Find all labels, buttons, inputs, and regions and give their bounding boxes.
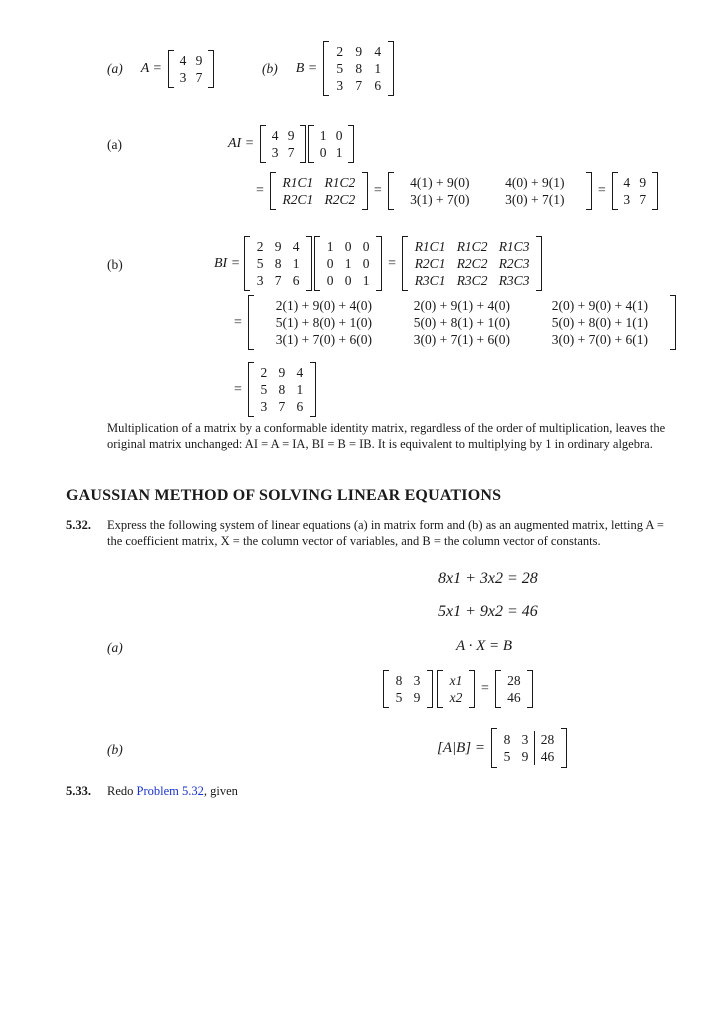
matrix-A [168,50,214,88]
matrix-A [260,125,306,163]
AI-product [228,125,354,163]
problem-533-suffix: , given [203,784,238,798]
matrix-cell: 9 [278,365,286,380]
matrix-cell: 5 [256,256,264,271]
problem-532-link[interactable]: Problem 5.32 [136,784,204,798]
matrix-cell: 4 [296,365,304,380]
part-a-label-2: (a) [107,640,123,655]
identity-3 [314,236,382,291]
problem-533-prefix: Redo [107,784,137,798]
matrix-cell: 28 [507,673,521,688]
matrix-cell: 3 [179,70,187,85]
matrix-cell: 0 [344,239,352,254]
matrix-cell: 3(0) + 7(0) + 6(1) [551,332,648,347]
matrix-cell: 4 [374,44,382,59]
matrix-cell: 7 [278,399,286,414]
equation-1: 8x1 + 3x2 = 28 [438,570,538,587]
matrix-cell: 1 [326,239,334,254]
matrix-cell: 8 [278,382,286,397]
matrix-cell: 9 [274,239,282,254]
matrix-cell: R3C3 [498,273,530,288]
matrix-cell: 7 [287,145,295,160]
matrix-cell: x1 [449,673,463,688]
matrix-cell: 1 [362,273,370,288]
matrix-cell: 4(0) + 9(1) [505,175,565,190]
augmented-matrix [491,728,567,768]
matrix-cell: 1 [319,128,327,143]
matrix-cell: 9 [195,53,203,68]
matrix-cell: 2(0) + 9(0) + 4(1) [551,298,648,313]
variable-vector [437,670,475,708]
matrix-cell: 7 [195,70,203,85]
solution-a-label: (a) [107,137,122,152]
matrix-cell: 0 [362,239,370,254]
matrix-cell: 1 [374,61,382,76]
BI-expansion [228,295,676,350]
BI-product [214,236,542,291]
part-a-label: (a) [107,61,123,76]
matrix-equation [383,670,533,708]
rc-matrix-2 [270,172,368,210]
matrix-cell: 4 [179,53,187,68]
matrix-cell: 1 [296,382,304,397]
conclusion-paragraph: Multiplication of a matrix by a conformable identity matrix, regardless of the order of multiplication, leaves the original matrix unchanged: AI = A = IA, BI = B = IB. It is equivalent to multiplying by 1 in ordinary algebra. [107,421,666,451]
matrix-cell: 3 [413,673,421,688]
matrix-cell: 3 [336,78,344,93]
matrix-cell: 46 [507,690,521,705]
matrix-form-equation: A · X = B [456,638,513,654]
matrix-cell: 4 [292,239,300,254]
matrix-B [244,236,312,291]
problem-533-number: 5.33. [66,784,91,798]
matrix-cell: 2(0) + 9(1) + 4(0) [413,298,510,313]
matrix-cell: R2C1 [282,192,314,207]
matrix-cell: 0 [335,128,343,143]
augmented-equation [437,728,567,768]
matrix-cell: 5 [503,749,511,764]
matrix-cell: 1 [292,256,300,271]
matrix-cell: 8 [274,256,282,271]
matrix-cell: 4 [623,175,631,190]
problem-532-text: Express the following system of linear equations (a) in matrix form and (b) as an augmented matrix, letting A = the coefficient matrix, X = the column vector of variables, and B = the column vector of constants. [107,518,664,548]
equals-sign: = [234,381,242,397]
matrix-cell: 5 [395,690,403,705]
BI-result [228,362,316,417]
constant-vector [495,670,533,708]
matrix-cell: 28 [534,731,560,748]
augmented-label: [A|B] = [437,739,485,756]
matrix-cell: 9 [287,128,295,143]
matrix-cell: 5(0) + 8(1) + 1(0) [413,315,510,330]
equation-2: 5x1 + 9x2 = 46 [438,603,538,620]
part-b-label: (b) [262,60,278,76]
matrix-cell: 2 [336,44,344,59]
matrix-cell: 1 [344,256,352,271]
matrix-cell: 3(1) + 7(0) [410,192,470,207]
matrix-cell: 8 [395,673,403,688]
matrix-cell: 5(0) + 8(0) + 1(1) [551,315,648,330]
matrix-cell: 6 [296,399,304,414]
matrix-cell: x2 [449,690,463,705]
given-matrix-A [107,50,214,88]
matrix-cell: R2C2 [456,256,488,271]
matrix-cell: 4 [271,128,279,143]
matrix-cell: 7 [639,192,647,207]
matrix-cell: 2(1) + 9(0) + 4(0) [275,298,372,313]
equals-sign: = [373,183,382,198]
matrix-cell: 6 [374,78,382,93]
matrix-cell: R3C1 [414,273,446,288]
matrix-cell: R1C2 [324,175,356,190]
matrix-A-label: A = [140,61,162,76]
matrix-cell: R1C1 [414,239,446,254]
section-heading: GAUSSIAN METHOD OF SOLVING LINEAR EQUATIONS [66,487,502,504]
matrix-cell: 3(1) + 7(0) + 6(0) [275,332,372,347]
matrix-cell: 9 [355,44,363,59]
rc-matrix-3 [402,236,542,291]
matrix-cell: R2C2 [324,192,356,207]
matrix-A-result [612,172,658,210]
equals-sign: = [234,314,242,330]
matrix-cell: 7 [274,273,282,288]
matrix-cell: 5 [260,382,268,397]
matrix-B-label: B = [295,60,318,76]
part-b-label-2: (b) [107,742,123,757]
matrix-cell: 7 [355,78,363,93]
matrix-cell: 3 [256,273,264,288]
problem-532-number: 5.32. [66,518,91,532]
matrix-cell: 8 [503,732,511,747]
matrix-cell: 2 [260,365,268,380]
matrix-cell: R1C2 [456,239,488,254]
matrix-cell: R2C1 [414,256,446,271]
matrix-B-result [248,362,316,417]
matrix-cell: 0 [326,273,334,288]
matrix-cell: 6 [292,273,300,288]
BI-label: BI = [214,255,241,271]
matrix-cell: 0 [362,256,370,271]
matrix-cell: 9 [639,175,647,190]
equals-sign: = [388,255,397,271]
matrix-B [323,41,394,96]
matrix-cell: 46 [534,748,560,765]
problem-533-text [107,784,238,800]
matrix-cell: 0 [319,145,327,160]
matrix-cell: R1C3 [498,239,530,254]
coefficient-matrix [383,670,433,708]
matrix-cell: 3(0) + 7(1) [505,192,565,207]
equals-sign: = [256,183,264,198]
matrix-cell: 8 [355,61,363,76]
matrix-cell: 0 [326,256,334,271]
expanded-matrix-3 [248,295,676,350]
AI-expansion [250,172,658,210]
matrix-cell: 3 [260,399,268,414]
matrix-cell: 5 [336,61,344,76]
AI-label: AI = [228,136,255,151]
expanded-matrix-2 [388,172,592,210]
matrix-cell: 5(1) + 8(0) + 1(0) [275,315,372,330]
matrix-cell: R3C2 [456,273,488,288]
matrix-cell: 9 [413,690,421,705]
matrix-cell: 3 [521,732,529,747]
matrix-cell: 3 [271,145,279,160]
matrix-cell: 1 [335,145,343,160]
matrix-cell: 3(0) + 7(1) + 6(0) [413,332,510,347]
matrix-cell: R2C3 [498,256,530,271]
matrix-cell: 0 [344,273,352,288]
solution-b-label: (b) [107,257,123,272]
equals-sign: = [481,681,489,696]
matrix-cell: R1C1 [282,175,314,190]
matrix-cell: 2 [256,239,264,254]
given-matrix-B [262,41,394,96]
equals-sign: = [597,183,606,198]
matrix-cell: 4(1) + 9(0) [410,175,470,190]
matrix-cell: 9 [521,749,529,764]
identity-2 [308,125,354,163]
matrix-cell: 3 [623,192,631,207]
